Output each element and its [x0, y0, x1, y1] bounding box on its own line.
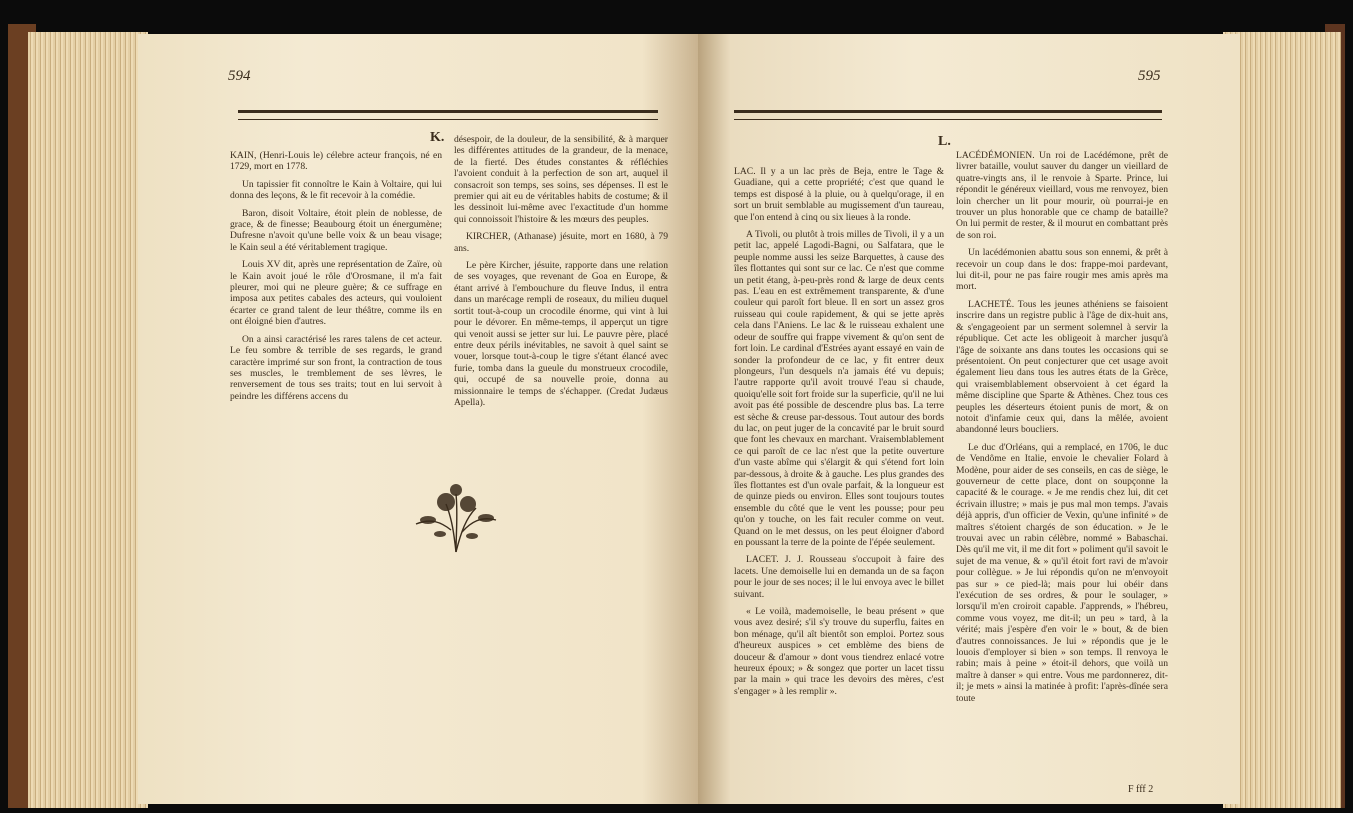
signature-mark: F fff 2 — [1128, 784, 1154, 795]
left-column-2 — [454, 134, 668, 414]
right-section-letter: L. — [938, 134, 951, 149]
entry-lac: LAC. Il y a un lac près de Beja, entre le Tage & Guadiane, qui a cette propriété; c'est que quand le temps est disposé à la pluie, ou à quelqu'orage, il en sort un bruit semblable au mugissement d'un taureau, que l'on entend à cinq ou six lieues à la ronde. — [734, 166, 944, 223]
book-spread — [8, 18, 1345, 810]
right-column-2 — [956, 150, 1168, 710]
entry-kain — [230, 150, 442, 173]
quotation: « Le voilà, mademoiselle, le beau présent » que vous avez desiré; s'il s'y trouve du superflu, faites en bon ménage, qu'il aît bientôt son emploi. Portez sous d'heureux auspices » cet emblème des biens de douceur & d'amour » dont vous tiendrez enlacé votre heureux époux; » & songez que porter un lacet tissu par la main » qui trace les devoirs des mères, c'est s'engager » à les remplir ». — [734, 606, 944, 697]
paragraph: Louis XV dit, après une représentation de Zaïre, où le Kain avoit joué le rôle d'Orosmane, il m'a fait pleurer, moi qui ne pleure guère; & ce suffrage en imposa aux petites cabales des acteurs, qui vouloient écarter ce grand talent de leur théâtre, comme ils en ont éloigné bien d'autres. — [230, 259, 442, 328]
paragraph: Un tapissier fit connoître le Kain à Voltaire, qui lui donna des leçons, & le fit recevoir à la comédie. — [230, 178, 442, 202]
paragraph: désespoir, de la douleur, de la sensibilité, & à marquer les différentes attitudes de la grandeur, de la menace, de la fierté. Des études constantes & réfléchies l'avoient conduit à la perfection de son art, auquel il consacroit son temps, ses soins, ses dépenses. Il est le premier qui ait eu de véritables habits de costume; & il les dessinoit lui-même avec l'exactitude d'un homme qui connoissoit l'histoire & les mœurs des peuples. — [454, 134, 668, 225]
flower-bouquet-icon — [406, 474, 506, 556]
left-page — [138, 34, 698, 804]
paragraph: Le duc d'Orléans, qui a remplacé, en 1706, le duc de Vendôme en Italie, envoie le chevalier Folard à Modène, pour aider de ses conseils, en cas de siège, le gouverneur de cette place, dont on soupçonne la capacité & le courage. « Je me rendis chez lui, dit cet écrivain illustre; » mais je pus mal mon temps. J'avais déjà appris, d'un officier de Vexin, qu'une infinité » de maîtres s'étoient chargés de son éducation. » Je le trouvai avec un rabin célèbre, nommé » Babaschai. Dès qu'il me vit, il me dit fort » poliment qu'il savoit le sujet de ma venue, & » qu'il étoit fort ravi de m'avoir pour collègue. » Je lui répondis qu'on ne m'envoyoit pas sur » ce pied-là; mais pour lui obéir dans l'exécution de ses ordres, & pour le soulager, » lorsqu'il m'en croiroit capable. J'apprends, » l'hébreu, comme vous voyez, me dit-il; un peu » tard, à la vérité; mais j'espère d'en voir le » bout, & de bien d'autres connoissances. Je lui » répondis que je le louois d'employer si bien » son temps. Il renvoya le rabin; mais à peine » étoit-il dehors, que voilà un maître à danser » qui entre. Vous me pardonnerez, dit-il; je mets » ainsi la matinée à profit: l'après-dînée sera toute — [956, 441, 1168, 704]
page-edges-right — [1223, 32, 1341, 808]
right-page — [698, 34, 1240, 804]
entry-lachete: LACHETÉ. Tous les jeunes athéniens se faisoient inscrire dans un registre public à l'âge de dix-huit ans, & s'engageoient par un serment solemnel à servir la république. Cet acte les obligeoit à marcher jusqu'à l'âge de soixante ans dans toutes les occasions qui se présentoient. On peut conjecturer que cet usage avoit également lieu dans tous les autres états de la Grèce, qui vraisemblablement observoient à cet égard la même discipline que Sparte & Athènes. Chez tous ces peuples les déserteurs étoient punis de mort, & on notoit d'infamie ceux qui, dans la mêlée, avoient abandonné leurs boucliers. — [956, 298, 1168, 436]
entry-lacedemonien: LACÉDÉMONIEN. Un roi de Lacédémone, prêt de livrer bataille, voulut sauver du danger un vieillard de quatre-vingts ans, il le renvoie à Sparte. Prince, lui répondit le généreux vieillard, vous me renvoyez, bien loin chercher un lit pour mourir, où pourrai-je en trouver un plus honorable que ce champ de bataille? On lui permit de rester, & il mourut en combattant près de son roi. — [956, 150, 1168, 241]
right-column-1 — [734, 166, 944, 703]
left-page-number: 594 — [228, 68, 251, 84]
left-column-1 — [230, 150, 442, 408]
right-page-number: 595 — [1138, 68, 1161, 84]
right-header-rule — [734, 110, 1162, 120]
paragraph: Un lacédémonien abattu sous son ennemi, & prêt à recevoir un coup dans le dos: frappe-moi pardevant, lui dit-il, pour ne pas faire rougir mes amis après ma mort. — [956, 247, 1168, 293]
paragraph: A Tivoli, ou plutôt à trois milles de Tivoli, il y a un petit lac, appelé Lagodi-Bagni, ou Salfatara, que le peuple nomme aussi les seize Barquettes, à cause des îles flottantes qui sont sur ce lac. Ce n'est que comme un petit étang, à-peu-près rond & large de deux cents pas. L'eau en est extrêmement transparente, & d'une couleur qui paroît fort bleue. Il en sort un assez gros ruisseau qui coule rapidement, & qui se jette après cela dans l'Aniens. Le lac & le ruisseau exhalent une odeur de souffre qui frappe vivement & qu'on sent de fort loin. Le cardinal d'Estrées ayant essayé en vain de sonder la profondeur de ce lac, y fit entrer deux plongeurs, l'un desquels n'a jamais été vu depuis; l'autre rapporte qu'il avoit trouvé l'eau si chaude, quoiqu'elle soit fort froide sur la superficie, qu'il ne lui avoit pas été possible de descendre plus bas. La terre est sèche & creuse par-dessous. Tout autour des bords du lac, on peut juger de la concavité par le bruit sourd que font les chevaux en marchant. Vraisemblablement ce qui paroît de ce lac n'est que la petite ouverture d'un vaste abîme qui s'élargit & qui s'étend fort loin par-dessous, à droite & à gauche. Les plus grandes des îles flottantes est d'un ovale parfait, & la longueur est de quinze pieds ou environ. Elles sont toujours toutes ensemble du côté que le vent les pousse; pour peu qu'on y touche, on les fait reculer comme on veut. Quand on le met dessus, on les peut éloigner d'abord en poussant la terre de la pointe de l'épée seulement. — [734, 229, 944, 548]
paragraph: Le père Kircher, jésuite, rapporte dans une relation de ses voyages, que revenant de Goa en Europe, & étant arrivé à l'embouchure du fleuve Indus, il entra dans un marécage rempli de roseaux, du milieu duquel sortit tout-à-coup un crocodile énorme, qui vint à lui pour le dévorer. En même-temps, il apperçut un tigre qui venoit aussi se jetter sur lui. Le pauvre père, placé entre deux périls inévitables, ne savoit à quel saint se vouer, lorsque tout-à-coup le tigre s'étant élancé avec furie, tomba dans la gueule du monstrueux crocodile, qui, occupé de sa nouvelle proie, donna au missionnaire le temps de s'échapper. (Credat Judæus Apella). — [454, 260, 668, 408]
entry-kircher: KIRCHER, (Athanase) jésuite, mort en 1680, à 79 ans. — [454, 231, 668, 254]
page-edges-left — [28, 32, 148, 808]
paragraph: On a ainsi caractérisé les rares talens de cet acteur. Le feu sombre & terrible de ses regards, le grand caractère imprimé sur son front, la contraction de tous ses muscles, le tremblement de ses lèvres, le renversement de tous ses traits; tout en lui servoit à peindre les différens accens du — [230, 333, 442, 402]
entry-lacet: LACET. J. J. Rousseau s'occupoit à faire des lacets. Une demoiselle lui en demanda un de sa façon pour le jour de ses noces; il le lui envoya avec le billet suivant. — [734, 554, 944, 600]
left-section-letter: K. — [430, 130, 445, 145]
kain-text: KAIN, (Henri-Louis le) célebre acteur françois, né en 1729, mort en 1778. — [230, 150, 442, 173]
paragraph: Baron, disoit Voltaire, étoit plein de noblesse, de grace, & de finesse; Beaubourg étoit un énergumène; Dufresne n'avoit qu'une belle voix & un beau visage; le Kain seul a été véritablement tragique. — [230, 207, 442, 253]
left-header-rule — [238, 110, 658, 120]
